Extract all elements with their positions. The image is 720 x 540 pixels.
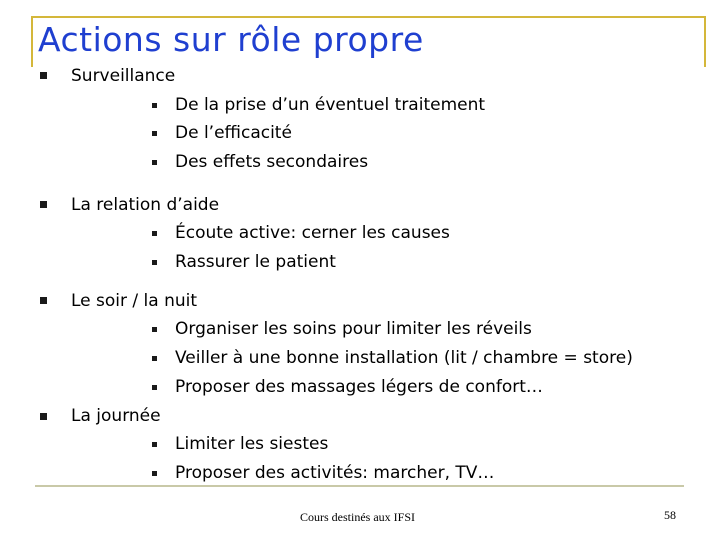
section-bullet xyxy=(40,201,47,208)
list-item: Des effets secondaires xyxy=(175,152,369,172)
item-bullet xyxy=(152,471,157,476)
list-item: Rassurer le patient xyxy=(175,252,336,272)
list-item: Organiser les soins pour limiter les réveils xyxy=(175,319,532,339)
item-bullet xyxy=(152,442,157,447)
item-bullet xyxy=(152,131,157,136)
item-bullet xyxy=(152,231,157,236)
list-item: Limiter les siestes xyxy=(175,434,329,454)
list-item: Proposer des massages légers de confort… xyxy=(175,377,543,397)
footer-divider xyxy=(35,485,684,487)
section-label-soir-nuit: Le soir / la nuit xyxy=(71,291,198,311)
section-label-journee: La journée xyxy=(71,406,161,426)
section-bullet xyxy=(40,413,47,420)
item-bullet xyxy=(152,103,157,108)
list-item: De l’efficacité xyxy=(175,123,292,143)
item-bullet xyxy=(152,160,157,165)
list-item: Proposer des activités: marcher, TV… xyxy=(175,463,495,483)
list-item: Écoute active: cerner les causes xyxy=(175,223,450,243)
list-item: Veiller à une bonne installation (lit / chambre = store) xyxy=(175,348,633,368)
section-bullet xyxy=(40,72,47,79)
section-bullet xyxy=(40,297,47,304)
item-bullet xyxy=(152,260,157,265)
section-label-surveillance: Surveillance xyxy=(71,66,176,86)
item-bullet xyxy=(152,385,157,390)
section-label-relation: La relation d’aide xyxy=(71,195,220,215)
item-bullet xyxy=(152,356,157,361)
page-number: 58 xyxy=(664,508,676,522)
footer-text: Cours destinés aux IFSI xyxy=(300,510,415,524)
list-item: De la prise d’un éventuel traitement xyxy=(175,95,486,115)
item-bullet xyxy=(152,327,157,332)
slide-title: Actions sur rôle propre xyxy=(38,20,424,59)
